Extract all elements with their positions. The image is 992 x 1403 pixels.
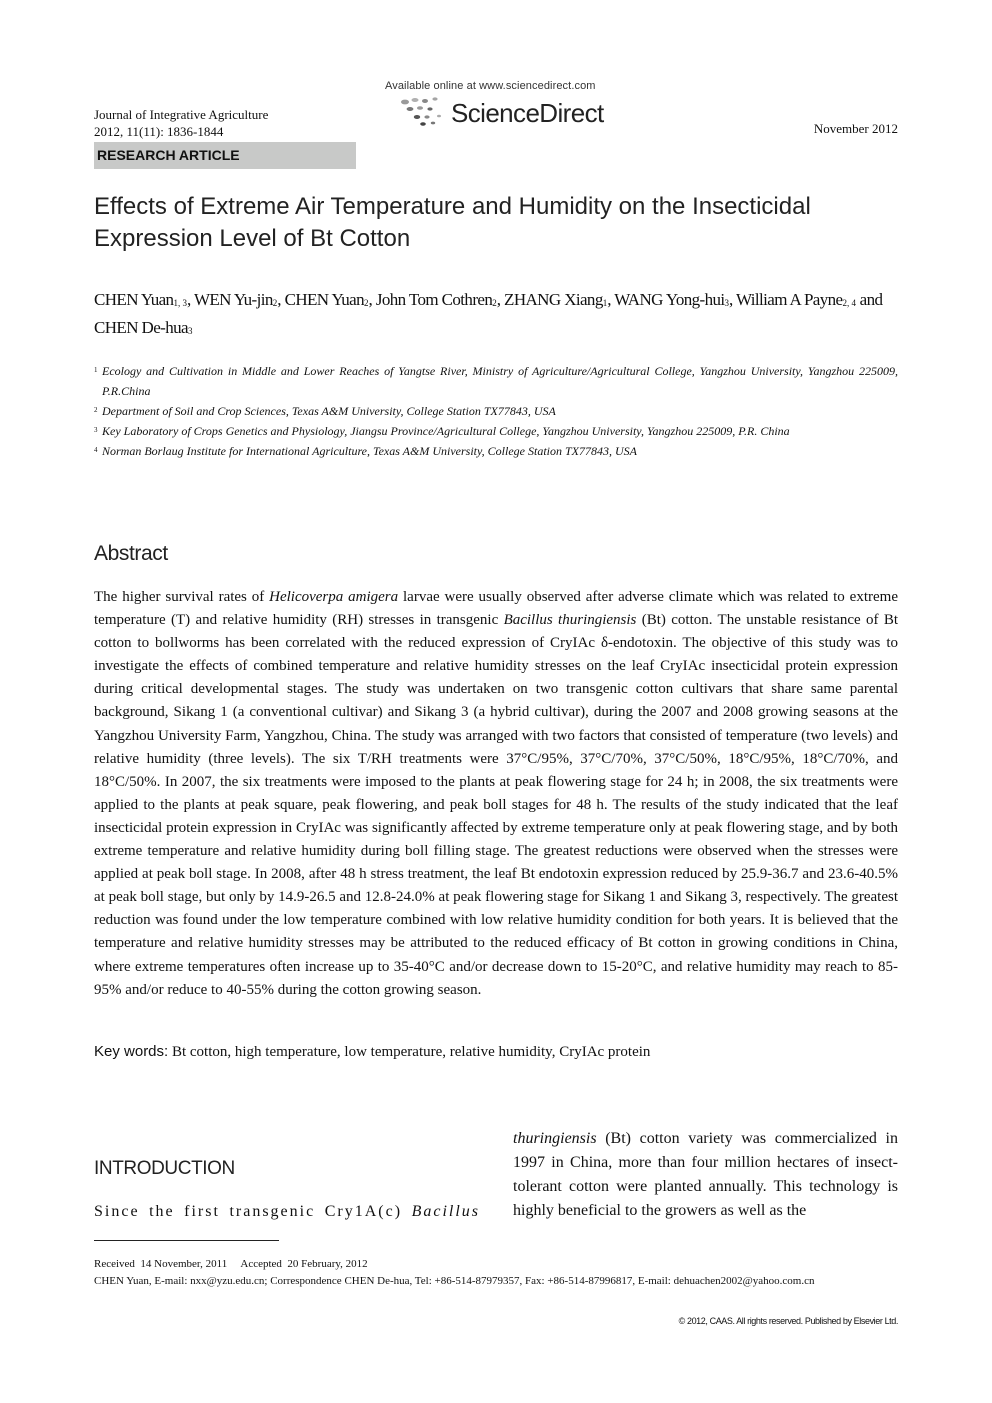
author-name: WEN Yu-jin — [193, 290, 273, 309]
author-name: CHEN Yuan — [284, 290, 365, 309]
author-list: CHEN Yuan$^{1, 3}$, WEN Yu-jin$^2$, CHEN Yuan$^2$, John Tom Cothren$^2$, ZHANG Xiang$^1$, WANG Yong-hui$^3$, William A Payne$^{2, 4}$ and CHEN De-hua$^3$ — [94, 290, 883, 337]
journal-citation: 2012, 11(11): 1836-1844 — [94, 124, 224, 139]
author-affiliation-marker: 3 — [724, 298, 730, 308]
affiliation-number: 3 — [94, 426, 98, 434]
affiliation-number: 2 — [94, 406, 98, 414]
author-affiliation-marker: 2 — [272, 298, 278, 308]
author-name: John Tom Cothren — [375, 290, 493, 309]
available-online-text[interactable]: Available online at www.sciencedirect.com — [385, 80, 596, 92]
affiliation-item — [94, 441, 898, 461]
journal-name: Journal of Integrative Agriculture — [94, 107, 269, 122]
author-name: William A Payne — [736, 290, 843, 309]
introduction-left-column — [94, 1200, 480, 1224]
affiliation-item — [94, 421, 898, 441]
species-name: Bacillus thuringiensis — [503, 612, 637, 629]
abstract-heading: Abstract — [94, 542, 168, 565]
introduction-text: Since the first transgenic Cry1A(c) — [94, 1203, 412, 1220]
footnote-divider — [94, 1240, 279, 1241]
affiliation-item — [94, 361, 898, 401]
species-name: Bacillus — [411, 1203, 480, 1220]
abstract-text-segment: larvae were usually observed after adverse climate which was related to extreme temperature (T) and relative humidity (RH) stresses in transgenic — [94, 589, 898, 629]
author-affiliation-marker: 2 — [492, 298, 497, 308]
abstract-text-segment: (Bt) cotton. The unstable resistance of Bt cotton to bollworms has been correlated with the reduced expression of CryIAc δ-endotoxin. The objective of this study was to investigate the effects of combined temperature and relative humidity stresses on the leaf CryIAc insecticidal protein expression during critical developmental stages. The study was undertaken on two transgenic cotton cultivars that share same parental background, Sikang 1 (a conventional cultivar) and Sikang 3 (a hybrid cultivar), during the 2007 and 2008 growing seasons at the Yangzhou University Farm, Yangzhou, China. The study was arranged with two factors that consisted of temperature (two levels) and relative humidity (three levels). The six T/RH treatments were 37°C/95%, 37°C/70%, 37°C/50%, 18°C/95%, 18°C/70%, and 18°C/50%. In 2007, the six treatments were imposed to the plants at peak flowering stage for 24 h; in 2008, the six treatments were applied to the plants at peak square, peak flowering, and peak boll stages for 48 h. The results of the study indicated that the leaf insecticidal protein expression in CryIAc was significantly affected by extreme temperature only at peak flowering stage, and by both extreme temperature and relative humidity during boll filling stage. The greatest reductions were observed when the stresses were applied at peak boll stage. In 2008, after 48 h stress treatment, the leaf Bt endotoxin expression reduced by 25.9-36.7 and 23.6-40.5% at peak boll stage, but only by 14.9-26.5 and 12.8-24.0% at peak flowering stage for Sikang 1 and Sikang 3, respectively. The greatest reduction was found under the low temperature combined with low relative humidity condition for both years. It is believed that the temperature and relative humidity stresses may be attributed to the reduced efficacy of Bt cotton in growing conditions in China, where extreme temperatures often increase up to 35-40°C and/or decrease down to 15-20°C, and relative humidity may reach to 85-95% and/or reduce to 40-55% during the cotton growing season. — [94, 612, 899, 998]
copyright-notice: © 2012, CAAS. All rights reserved. Published by Elsevier Ltd. — [678, 1316, 898, 1326]
introduction-right-column — [513, 1127, 898, 1223]
introduction-heading: INTRODUCTION — [94, 1158, 235, 1179]
sciencedirect-header — [385, 80, 625, 130]
keywords — [94, 1041, 898, 1063]
footnotes — [94, 1256, 904, 1290]
species-name: Helicoverpa amigera — [269, 589, 399, 605]
author-affiliation-marker: 2 — [364, 298, 369, 308]
affiliation-text: Key Laboratory of Crops Genetics and Physiology, Jiangsu Province/Agricultural College, Yangzhou University, Yangzhou 225009, P.R. China — [102, 424, 790, 438]
affiliation-text: Norman Borlaug Institute for International Agriculture, Texas A&M University, College Station TX77843, USA — [102, 444, 637, 458]
author-affiliation-marker: 3 — [187, 326, 193, 336]
sciencedirect-dots-icon — [397, 96, 447, 130]
author-affiliation-marker: 2, 4 — [842, 298, 856, 308]
affiliation-text: Ecology and Cultivation in Middle and Lower Reaches of Yangtse River, Ministry of Agriculture/Agricultural College, Yangzhou University, Yangzhou 225009, P.R.China — [102, 364, 898, 398]
article-type-banner — [94, 142, 356, 169]
keywords-list: Bt cotton, high temperature, low temperature, relative humidity, CryIAc protein — [168, 1044, 651, 1060]
abstract-text — [94, 586, 898, 1002]
author-affiliation-marker: 1 — [602, 298, 608, 308]
introduction-text: (Bt) cotton variety was commercialized in 1997 in China, more than four million hectares of insect-tolerant cotton were planted annually. This technology is highly beneficial to the growers as well as the — [513, 1130, 898, 1219]
author-name: CHEN De-hua — [94, 318, 188, 337]
abstract-text-segment: The higher survival rates of — [94, 589, 270, 605]
author-affiliation-marker: 1, 3 — [173, 298, 187, 308]
keywords-label: Key words: — [94, 1043, 169, 1060]
journal-info — [94, 106, 268, 140]
author-name: WANG Yong-hui — [614, 290, 725, 309]
sciencedirect-wordmark: ScienceDirect — [451, 98, 604, 128]
article-title: Effects of Extreme Air Temperature and Humidity on the Insecticidal Expression Level of Bt Cotton — [94, 193, 811, 252]
sciencedirect-logo[interactable] — [385, 96, 625, 130]
affiliation-item — [94, 401, 898, 421]
correspondence-info: CHEN Yuan, E-mail: nxx@yzu.edu.cn; Correspondence CHEN De-hua, Tel: +86-514-87979357, Fax: +86-514-87996817, E-mail: dehuachen2002@yahoo.com.cn — [94, 1275, 815, 1287]
issue-date: November 2012 — [813, 121, 898, 136]
affiliation-list — [94, 361, 898, 461]
received-dates: Received 14 November, 2011 Accepted 20 February, 2012 — [94, 1258, 368, 1270]
article-type-label: RESEARCH ARTICLE — [97, 147, 240, 163]
affiliation-number: 1 — [94, 366, 98, 374]
author-name: CHEN Yuan — [94, 290, 174, 309]
species-name: thuringiensis — [513, 1130, 597, 1147]
author-name: ZHANG Xiang — [504, 290, 603, 309]
affiliation-number: 4 — [94, 446, 98, 454]
affiliation-text: Department of Soil and Crop Sciences, Texas A&M University, College Station TX77843, USA — [102, 404, 556, 418]
